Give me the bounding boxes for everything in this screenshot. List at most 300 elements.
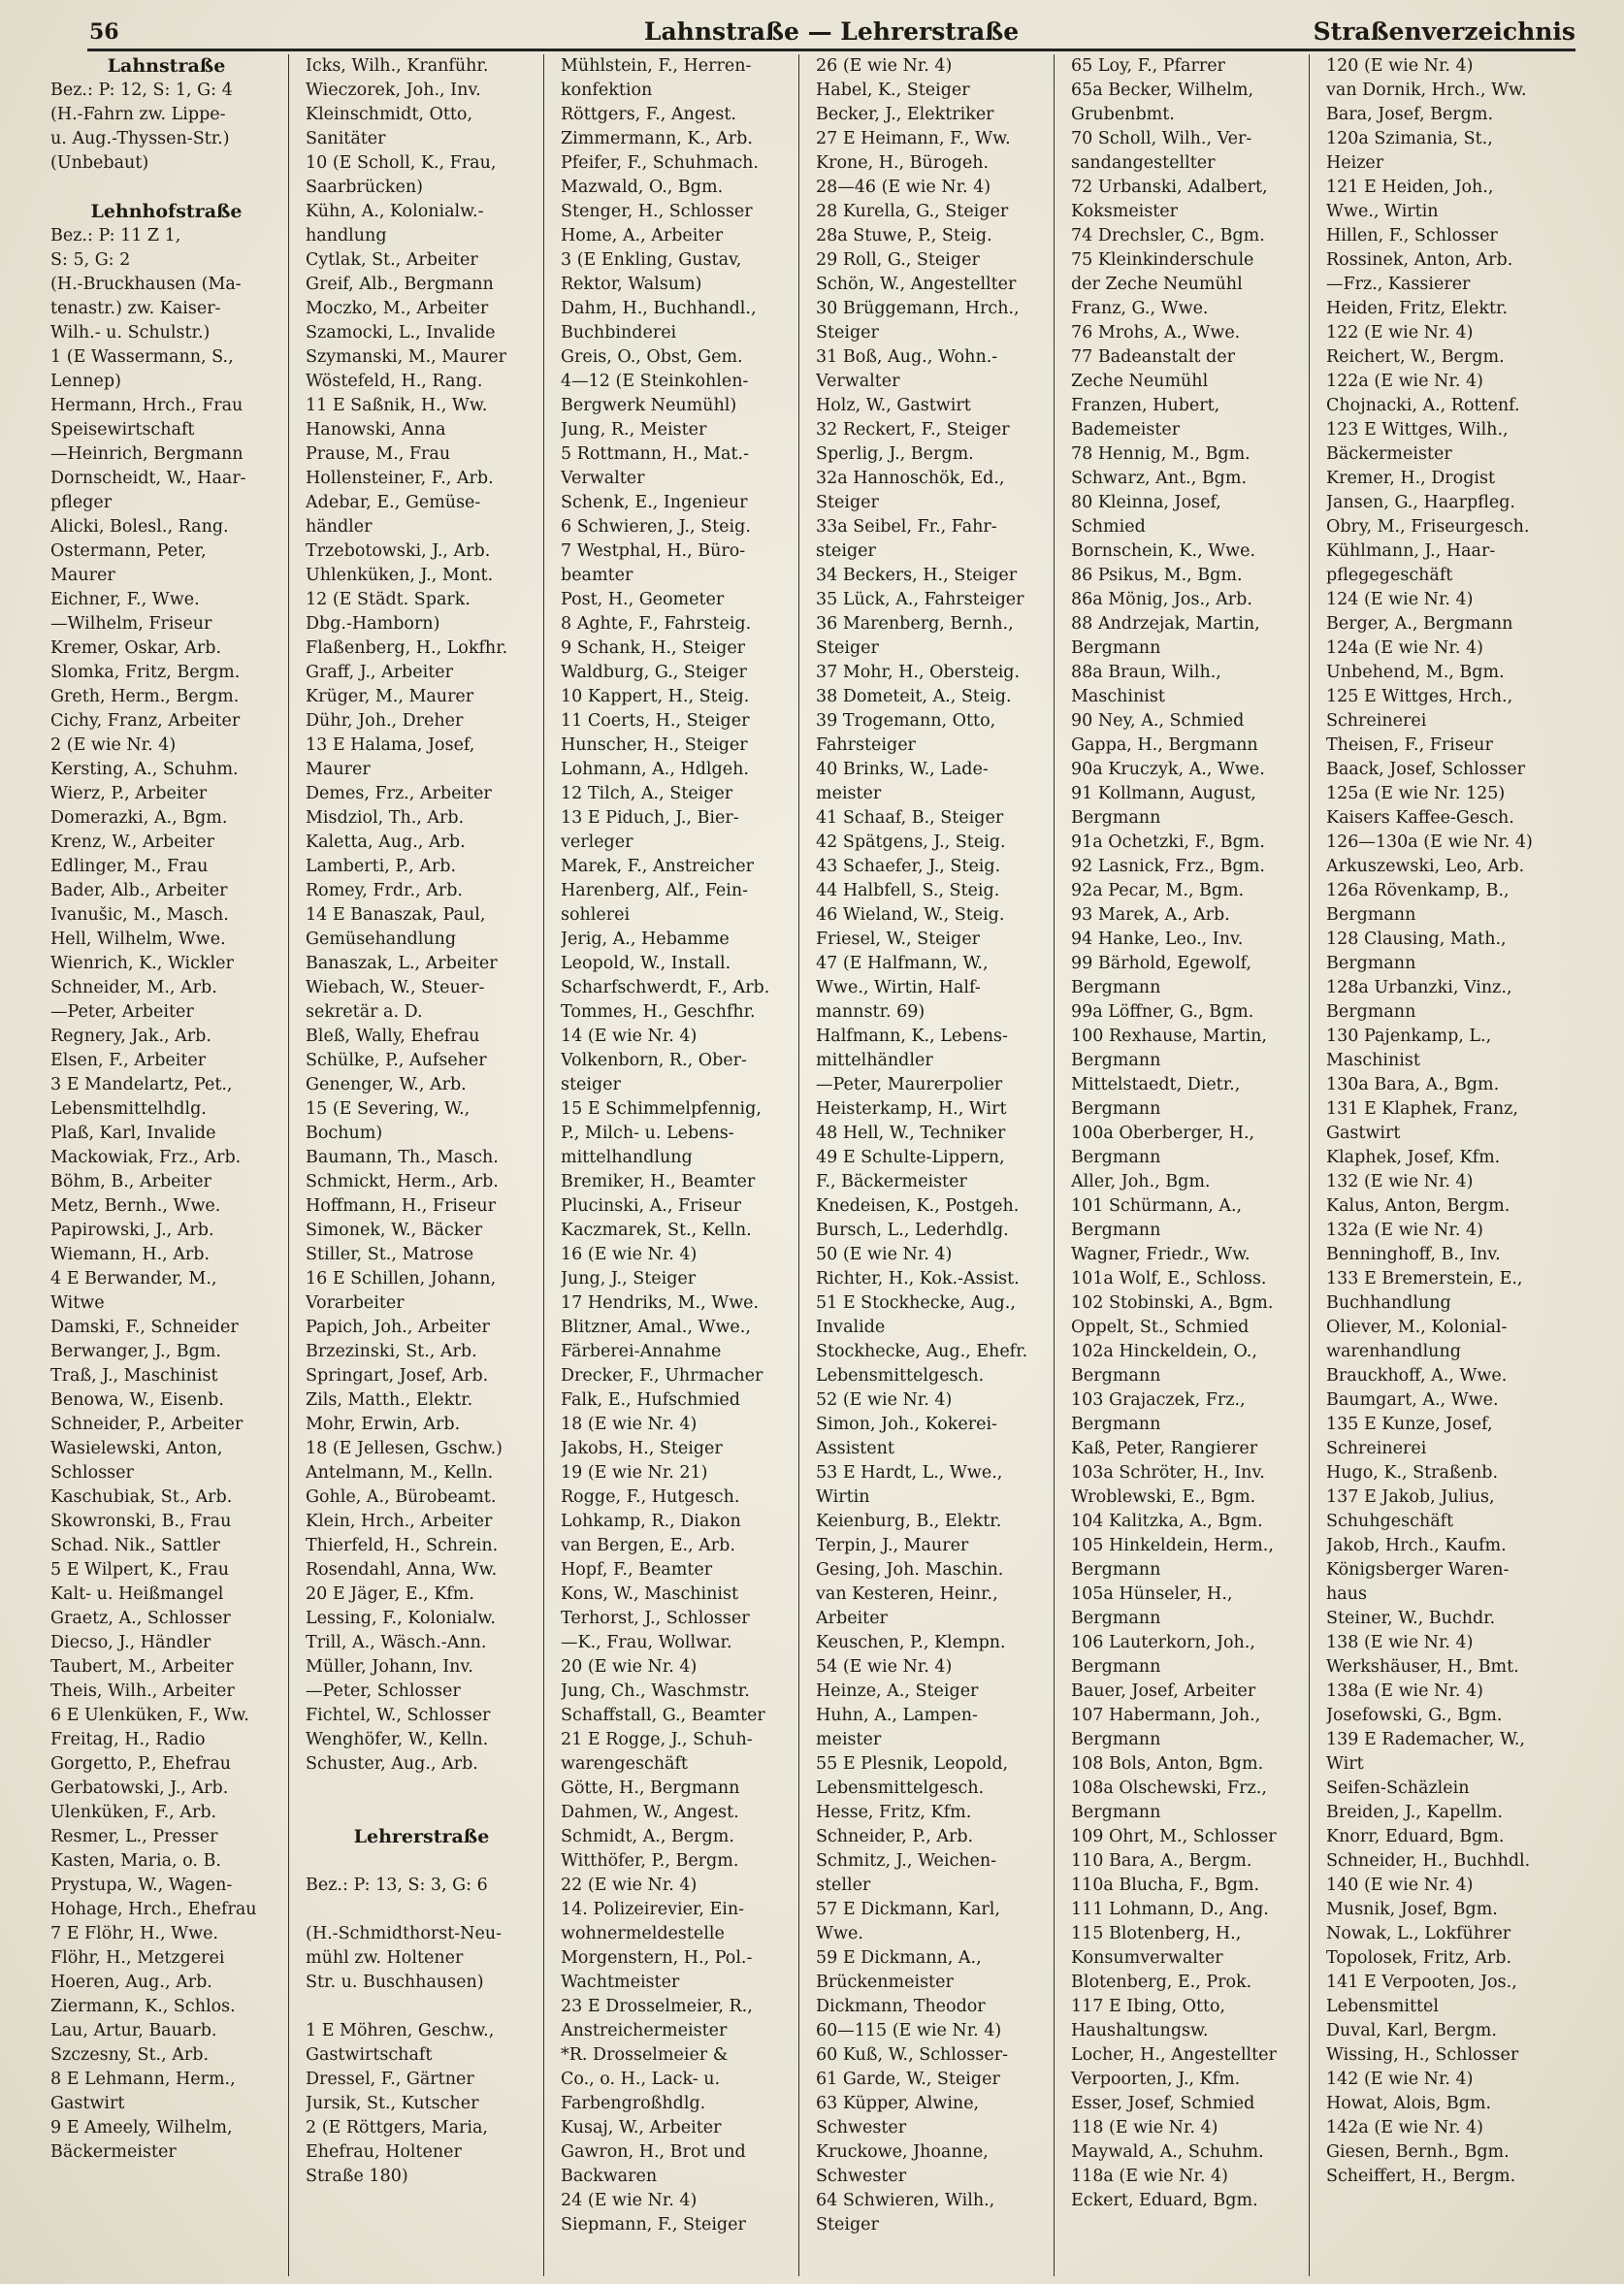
directory-line: Bez.: P: 13, S: 3, G: 6 (306, 1876, 488, 1895)
directory-line: 12 (E Städt. Spark. (306, 590, 471, 609)
directory-line: Adebar, E., Gemüse- (306, 493, 481, 512)
directory-line: Eichner, F., Wwe. (50, 590, 200, 609)
directory-line: Bergmann (1071, 1051, 1161, 1070)
directory-line: Schmickt, Herm., Arb. (306, 1172, 499, 1191)
directory-line: Arbeiter (816, 1609, 888, 1628)
directory-line: 9 E Ameely, Wilhelm, (50, 2118, 233, 2137)
directory-line: Hesse, Fritz, Kfm. (816, 1803, 972, 1822)
directory-line: Lebensmittel (1326, 1997, 1439, 2016)
directory-line: Schneider, P., Arb. (816, 1827, 974, 1846)
directory-line: 22 (E wie Nr. 4) (561, 1876, 698, 1895)
directory-line: 105 Hinkeldein, Herm., (1071, 1536, 1274, 1555)
directory-line: Icks, Wilh., Kranführ. (306, 56, 489, 76)
directory-line: Gerbatowski, J., Arb. (50, 1778, 229, 1798)
directory-line: Wenghöfer, W., Kelln. (306, 1730, 489, 1749)
directory-line: 40 Brinks, W., Lade- (816, 760, 989, 779)
directory-line: mannstr. 69) (816, 1002, 926, 1022)
directory-line: Verpoorten, J., Kfm. (1071, 2070, 1241, 2089)
directory-line: Plaß, Karl, Invalide (50, 1124, 216, 1143)
spacer (306, 1898, 537, 1922)
directory-line: 126—130a (E wie Nr. 4) (1326, 832, 1533, 852)
directory-line: Kons, W., Maschinist (561, 1584, 739, 1604)
directory-line: Ziermann, K., Schlos. (50, 1997, 236, 2016)
directory-line: 65a Becker, Wilhelm, (1071, 81, 1254, 100)
directory-line: Steiger (816, 493, 879, 512)
directory-line: Schneider, M., Arb. (50, 978, 217, 997)
directory-line: —Wilhelm, Friseur (50, 614, 212, 634)
directory-line: Dühr, Joh., Dreher (306, 711, 464, 731)
directory-line: Greth, Herm., Bergm. (50, 687, 240, 706)
directory-line: Heinze, A., Steiger (816, 1681, 979, 1701)
directory-line: Fichtel, W., Schlosser (306, 1706, 491, 1725)
directory-line: 100a Oberberger, H., (1071, 1124, 1255, 1143)
directory-line: 128 Clausing, Math., (1326, 930, 1507, 949)
directory-line: —Frz., Kassierer (1326, 275, 1471, 294)
directory-line: Gastwirt (1326, 1124, 1401, 1143)
directory-line: Aller, Joh., Bgm. (1071, 1172, 1211, 1191)
directory-line: Wienrich, K., Wickler (50, 954, 234, 973)
directory-line: Kalt- u. Heißmangel (50, 1584, 224, 1604)
directory-line: Seifen-Schäzlein (1326, 1778, 1470, 1798)
directory-line: steiger (816, 541, 876, 561)
directory-line: 86a Mönig, Jos., Arb. (1071, 590, 1252, 609)
directory-line: Bergmann (1071, 1609, 1161, 1628)
directory-line: Eckert, Eduard, Bgm. (1071, 2191, 1258, 2210)
directory-line: Wroblewski, E., Bgm. (1071, 1487, 1256, 1507)
directory-line: 90a Kruczyk, A., Wwe. (1071, 760, 1265, 779)
directory-line: Chojnacki, A., Rottenf. (1326, 396, 1520, 415)
directory-line: Bergmann (1071, 638, 1161, 658)
directory-line: 2 (E wie Nr. 4) (50, 735, 177, 755)
directory-line: 28a Stuwe, P., Steig. (816, 226, 992, 245)
directory-line: S: 5, G: 2 (50, 250, 131, 270)
directory-line: Schreinerei (1326, 711, 1427, 731)
directory-line: 55 E Plesnik, Leopold, (816, 1754, 1009, 1774)
directory-line: 15 E Schimmelpfennig, (561, 1099, 762, 1119)
directory-line: Krenz, W., Arbeiter (50, 832, 214, 852)
directory-line: 117 E Ibing, Otto, (1071, 1997, 1226, 2016)
directory-line: Dornscheidt, W., Haar- (50, 469, 246, 488)
directory-line: Klein, Hrch., Arbeiter (306, 1512, 493, 1531)
directory-line: Jursik, St., Kutscher (306, 2094, 479, 2113)
directory-line: 10 (E Scholl, K., Frau, (306, 153, 497, 173)
directory-line: Obry, M., Friseurgesch. (1326, 517, 1530, 537)
page-header (87, 14, 1575, 51)
directory-line: 100 Rexhause, Martin, (1071, 1027, 1267, 1046)
directory-line: Bergmann (1071, 1560, 1161, 1580)
directory-line: Schmitz, J., Weichen- (816, 1851, 997, 1871)
directory-line: Koksmeister (1071, 202, 1179, 221)
directory-line: Hermann, Hrch., Frau (50, 396, 244, 415)
directory-line: 121 E Heiden, Joh., (1326, 178, 1494, 197)
directory-line: Regnery, Jak., Arb. (50, 1027, 211, 1046)
directory-line: 47 (E Halfmann, W., (816, 954, 989, 973)
directory-line: Richter, H., Kok.-Assist. (816, 1269, 1020, 1289)
directory-line: Backwaren (561, 2167, 658, 2186)
directory-line: Siepmann, F., Steiger (561, 2215, 746, 2235)
directory-line: 4—12 (E Steinkohlen- (561, 372, 749, 391)
directory-line: 17 Hendriks, M., Wwe. (561, 1293, 760, 1313)
directory-line: Bara, Josef, Bergm. (1326, 105, 1494, 124)
directory-line: Sanitäter (306, 129, 386, 148)
directory-line: Hunscher, H., Steiger (561, 735, 748, 755)
directory-line: Fahrsteiger (816, 735, 916, 755)
column-4 (812, 54, 1055, 2276)
directory-line: Lau, Artur, Bauarb. (50, 2021, 217, 2040)
directory-line: Falk, E., Hufschmied (561, 1390, 740, 1410)
directory-line: Kersting, A., Schuhm. (50, 760, 239, 779)
directory-line: Bergmann (1071, 1657, 1161, 1677)
directory-line: Anstreichermeister (561, 2021, 728, 2040)
directory-line: 61 Garde, W., Steiger (816, 2070, 1000, 2089)
directory-line: Konsumverwalter (1071, 1948, 1223, 1968)
directory-line: Lennep) (50, 372, 121, 391)
directory-line: warengeschäft (561, 1754, 688, 1774)
directory-line: 11 E Saßnik, H., Ww. (306, 396, 488, 415)
directory-line: Stenger, H., Schlosser (561, 202, 753, 221)
directory-line: 142a (E wie Nr. 4) (1326, 2118, 1483, 2137)
directory-line: pflegegeschäft (1326, 566, 1453, 585)
directory-line: Schad. Nik., Sattler (50, 1536, 220, 1555)
directory-line: Habel, K., Steiger (816, 81, 970, 100)
directory-line: steller (816, 1876, 871, 1895)
directory-line: 130a Bara, A., Bgm. (1326, 1075, 1500, 1094)
directory-line: 132 (E wie Nr. 4) (1326, 1172, 1474, 1191)
directory-line: Schreinerei (1326, 1439, 1427, 1458)
directory-line: 110 Bara, A., Bergm. (1071, 1851, 1252, 1871)
directory-line: Szamocki, L., Invalide (306, 323, 496, 343)
directory-line: 74 Drechsler, C., Bgm. (1071, 226, 1265, 245)
directory-line: 51 E Stockhecke, Aug., (816, 1293, 1016, 1313)
directory-line: Witthöfer, P., Bergm. (561, 1851, 739, 1871)
directory-line: (H.-Bruckhausen (Ma- (50, 275, 242, 294)
directory-line: Krüger, M., Maurer (306, 687, 474, 706)
directory-line: Unbehend, M., Bgm. (1326, 663, 1505, 682)
directory-line: Kasten, Maria, o. B. (50, 1851, 221, 1871)
directory-line: 15 (E Severing, W., (306, 1099, 471, 1119)
directory-line: mühl zw. Holtener (306, 1948, 464, 1968)
directory-line: 35 Lück, A., Fahrsteiger (816, 590, 1024, 609)
directory-line: Schlosser (50, 1463, 134, 1483)
directory-line: Grubenbmt. (1071, 105, 1175, 124)
directory-line: Wiemann, H., Arb. (50, 1245, 211, 1264)
directory-line: van Dornik, Hrch., Ww. (1326, 81, 1527, 100)
directory-line: 46 Wieland, W., Steig. (816, 905, 1005, 925)
directory-line: 6 E Ulenküken, F., Ww. (50, 1706, 249, 1725)
directory-line: 75 Kleinkinderschule (1071, 250, 1254, 270)
directory-line: Wachtmeister (561, 1973, 680, 1992)
directory-line: 115 Blotenberg, H., (1071, 1924, 1242, 1943)
directory-line: Edlinger, M., Frau (50, 857, 209, 876)
directory-line: 104 Kalitzka, A., Bgm. (1071, 1512, 1263, 1531)
directory-line: Uhlenküken, J., Mont. (306, 566, 494, 585)
directory-line: Bez.: P: 11 Z 1, (50, 226, 181, 245)
directory-line: Vorarbeiter (306, 1293, 405, 1313)
directory-line: händler (306, 517, 373, 537)
directory-line: Keienburg, B., Elektr. (816, 1512, 1002, 1531)
directory-line: 118a (E wie Nr. 4) (1071, 2167, 1228, 2186)
directory-line: 137 E Jakob, Julius, (1326, 1487, 1495, 1507)
directory-line: 49 E Schulte-Lippern, (816, 1148, 1005, 1167)
directory-line: 5 Rottmann, H., Mat.- (561, 444, 749, 464)
directory-line: Antelmann, M., Kelln. (306, 1463, 494, 1483)
directory-line: Ehefrau, Holtener (306, 2142, 462, 2162)
directory-line: 23 E Drosselmeier, R., (561, 1997, 753, 2016)
directory-line: Schaffstall, G., Beamter (561, 1706, 765, 1725)
directory-line: 109 Ohrt, M., Schlosser (1071, 1827, 1277, 1846)
directory-line: Steiger (816, 323, 879, 343)
directory-line: Papich, Joh., Arbeiter (306, 1318, 490, 1337)
directory-line: 57 E Dickmann, Karl, (816, 1900, 1000, 1919)
directory-line: Topolosek, Fritz, Arb. (1326, 1948, 1512, 1968)
directory-line: 140 (E wie Nr. 4) (1326, 1876, 1474, 1895)
directory-line: Josefowski, G., Bgm. (1326, 1706, 1503, 1725)
directory-line: 99a Löffner, G., Bgm. (1071, 1002, 1254, 1022)
directory-line: Assistent (816, 1439, 894, 1458)
directory-line: Franz, G., Wwe. (1071, 299, 1209, 318)
directory-line: Str. u. Buschhausen) (306, 1973, 484, 1992)
directory-line: 132a (E wie Nr. 4) (1326, 1221, 1483, 1240)
directory-line: Cichy, Franz, Arbeiter (50, 711, 241, 731)
directory-line: Hopf, F., Beamter (561, 1560, 713, 1580)
directory-line: Götte, H., Bergmann (561, 1778, 740, 1798)
directory-line: 3 E Mandelartz, Pet., (50, 1075, 233, 1094)
directory-line: Ivanušic, M., Masch. (50, 905, 229, 925)
directory-line: handlung (306, 226, 387, 245)
directory-line: Heiden, Fritz, Elektr. (1326, 299, 1509, 318)
directory-line: Terpin, J., Maurer (816, 1536, 969, 1555)
directory-line: Maschinist (1326, 1051, 1420, 1070)
directory-line: 103 Grajaczek, Frz., (1071, 1390, 1246, 1410)
directory-line: Wöstefeld, H., Rang. (306, 372, 483, 391)
directory-line: Ulenküken, F., Arb. (50, 1803, 217, 1822)
directory-line: 34 Beckers, H., Steiger (816, 566, 1018, 585)
directory-line: 14 (E wie Nr. 4) (561, 1027, 698, 1046)
directory-line: Papirowski, J., Arb. (50, 1221, 214, 1240)
directory-line: 130 Pajenkamp, L., (1326, 1027, 1492, 1046)
directory-line: Invalide (816, 1318, 886, 1337)
directory-line: Cytlak, St., Arbeiter (306, 250, 478, 270)
directory-line: Brauckhoff, A., Wwe. (1326, 1366, 1508, 1386)
directory-line: u. Aug.-Thyssen-Str.) (50, 129, 230, 148)
directory-line: 65 Loy, F., Pfarrer (1071, 56, 1225, 76)
directory-line: 19 (E wie Nr. 21) (561, 1463, 708, 1483)
directory-line: 103a Schröter, H., Inv. (1071, 1463, 1265, 1483)
directory-line: Farbengroßhdlg. (561, 2094, 706, 2113)
directory-line: Heizer (1326, 153, 1384, 173)
directory-line: Greis, O., Obst, Gem. (561, 347, 743, 367)
directory-line: Buchhandlung (1326, 1293, 1451, 1313)
directory-line: 86 Psikus, M., Bgm. (1071, 566, 1243, 585)
directory-line: (H.-Schmidthorst-Neu- (306, 1924, 503, 1943)
directory-line: Bergmann (1071, 1148, 1161, 1167)
directory-line: 20 (E wie Nr. 4) (561, 1657, 698, 1677)
directory-line: Bergmann (1071, 1099, 1161, 1119)
directory-line: 33a Seibel, Fr., Fahr- (816, 517, 997, 537)
directory-line: steiger (561, 1075, 621, 1094)
directory-line: Franzen, Hubert, (1071, 396, 1220, 415)
directory-line: 92 Lasnick, Frz., Bgm. (1071, 857, 1265, 876)
directory-line: Schneider, P., Arbeiter (50, 1415, 244, 1434)
directory-line: Pfeifer, F., Schuhmach. (561, 153, 759, 173)
directory-line: 80 Kleinna, Josef, (1071, 493, 1221, 512)
directory-line: Gesing, Joh. Maschin. (816, 1560, 1004, 1580)
directory-line: 42 Spätgens, J., Steig. (816, 832, 1006, 852)
directory-line: Schmied (1071, 517, 1146, 537)
directory-line: 12 Tilch, A., Steiger (561, 784, 733, 803)
directory-line: 131 E Klaphek, Franz, (1326, 1099, 1518, 1119)
directory-line: 4 E Berwander, M., (50, 1269, 217, 1289)
directory-line: Stiller, St., Matrose (306, 1245, 474, 1264)
directory-line: Morgenstern, H., Pol.- (561, 1948, 753, 1968)
directory-line: 122 (E wie Nr. 4) (1326, 323, 1474, 343)
directory-line: Wagner, Friedr., Ww. (1071, 1245, 1250, 1264)
directory-line: 32 Reckert, F., Steiger (816, 420, 1010, 440)
directory-line: 102a Hinckeldein, O., (1071, 1342, 1257, 1361)
directory-line: Jung, Ch., Waschmstr. (561, 1681, 750, 1701)
directory-line: Mackowiak, Frz., Arb. (50, 1148, 242, 1167)
directory-line: 10 Kappert, H., Steig. (561, 687, 750, 706)
directory-line: Oliever, M., Kolonial- (1326, 1318, 1508, 1337)
directory-line: Jung, R., Meister (561, 420, 707, 440)
column-1 (47, 54, 289, 2276)
directory-line: Alicki, Bolesl., Rang. (50, 517, 229, 537)
directory-line: 11 Coerts, H., Steiger (561, 711, 750, 731)
directory-line: Kleinschmidt, Otto, (306, 105, 473, 124)
directory-line: Hillen, F., Schlosser (1326, 226, 1498, 245)
directory-line: 24 (E wie Nr. 4) (561, 2191, 698, 2210)
directory-line: 7 Westphal, H., Büro- (561, 541, 746, 561)
directory-line: Werkshäuser, H., Bmt. (1326, 1657, 1519, 1677)
directory-line: Rossinek, Anton, Arb. (1326, 250, 1513, 270)
directory-line: 26 (E wie Nr. 4) (816, 56, 953, 76)
directory-line: 50 (E wie Nr. 4) (816, 1245, 953, 1264)
directory-line: 142 (E wie Nr. 4) (1326, 2070, 1474, 2089)
spacer (306, 1777, 537, 1801)
directory-line: Demes, Frz., Arbeiter (306, 784, 492, 803)
directory-line: Steiger (816, 2215, 879, 2235)
street-heading: Lehrerstraße (353, 1826, 490, 1847)
directory-line: 107 Habermann, Joh., (1071, 1706, 1261, 1725)
directory-line: Benninghoff, B., Inv. (1326, 1245, 1501, 1264)
directory-line: 28—46 (E wie Nr. 4) (816, 178, 991, 197)
directory-line: 53 E Hardt, L., Wwe., (816, 1463, 1003, 1483)
directory-line: 28 Kurella, G., Steiger (816, 202, 1009, 221)
directory-line: Knorr, Eduard, Bgm. (1326, 1827, 1505, 1846)
directory-line: Baack, Josef, Schlosser (1326, 760, 1526, 779)
directory-line: Dressel, F., Gärtner (306, 2070, 474, 2089)
directory-line: 120 (E wie Nr. 4) (1326, 56, 1474, 76)
directory-line: 90 Ney, A., Schmied (1071, 711, 1245, 731)
directory-line: Plucinski, A., Friseur (561, 1196, 742, 1216)
section-title: Straßenverzeichnis (1313, 17, 1575, 46)
directory-line: Zils, Matth., Elektr. (306, 1390, 473, 1410)
directory-line: der Zeche Neumühl (1071, 275, 1243, 294)
directory-line: Lamberti, P., Arb. (306, 857, 457, 876)
directory-line: Böhm, B., Arbeiter (50, 1172, 211, 1191)
directory-line: 93 Marek, A., Arb. (1071, 905, 1230, 925)
directory-line: Kaczmarek, St., Kelln. (561, 1221, 752, 1240)
directory-line: Gemüsehandlung (306, 930, 457, 949)
directory-line: Romey, Frdr., Arb. (306, 881, 463, 900)
directory-line: Kühlmann, J., Haar- (1326, 541, 1496, 561)
spacer (306, 1849, 537, 1874)
directory-line: 123 E Wittges, Wilh., (1326, 420, 1509, 440)
directory-line: Reichert, W., Bergm. (1326, 347, 1505, 367)
directory-line: 39 Trogemann, Otto, (816, 711, 996, 731)
directory-line: Maurer (50, 566, 115, 585)
directory-line: 102 Stobinski, A., Bgm. (1071, 1293, 1274, 1313)
directory-line: Jakob, Hrch., Kaufm. (1326, 1536, 1507, 1555)
directory-line: Schwester (816, 2118, 907, 2137)
directory-line: 41 Schaaf, B., Steiger (816, 808, 1004, 828)
directory-line: 1 E Möhren, Geschw., (306, 2021, 495, 2040)
directory-line: Kühn, A., Kolonialw.- (306, 202, 484, 221)
directory-line: *R. Drosselmeier & (561, 2045, 729, 2065)
directory-line: Wasielewski, Anton, (50, 1439, 223, 1458)
directory-line: 30 Brüggemann, Hrch., (816, 299, 1020, 318)
directory-line: Kaschubiak, St., Arb. (50, 1487, 233, 1507)
directory-line: 21 E Rogge, J., Schuh- (561, 1730, 753, 1749)
directory-line: Blitzner, Amal., Wwe., (561, 1318, 751, 1337)
directory-line: van Kesteren, Heinr., (816, 1584, 998, 1604)
directory-line: Bäckermeister (50, 2142, 177, 2162)
directory-line: Nowak, L., Lokführer (1326, 1924, 1511, 1943)
directory-line: Maschinist (1071, 687, 1165, 706)
directory-line: Wwe., Wirtin, Half- (816, 978, 981, 997)
directory-line: Trzebotowski, J., Arb. (306, 541, 491, 561)
directory-line: Diecso, J., Händler (50, 1633, 211, 1652)
directory-line: 138 (E wie Nr. 4) (1326, 1633, 1474, 1652)
directory-line: Becker, J., Elektriker (816, 105, 994, 124)
page-title: Lahnstraße — Lehrerstraße (643, 17, 1020, 46)
directory-line: Bader, Alb., Arbeiter (50, 881, 228, 900)
directory-line: Schneider, H., Buchhdl. (1326, 1851, 1531, 1871)
directory-line: 105a Hünseler, H., (1071, 1584, 1233, 1604)
directory-line: Kaletta, Aug., Arb. (306, 832, 466, 852)
directory-line: Wilh.- u. Schulstr.) (50, 323, 211, 343)
directory-line: Kremer, Oskar, Arb. (50, 638, 222, 658)
directory-line: Kalus, Anton, Bergm. (1326, 1196, 1510, 1216)
directory-line: 76 Mrohs, A., Wwe. (1071, 323, 1241, 343)
directory-line: 60 Kuß, W., Schlosser- (816, 2045, 1009, 2065)
directory-line: Dickmann, Theodor (816, 1997, 986, 2016)
directory-line: van Bergen, E., Arb. (561, 1536, 735, 1555)
directory-line: Volkenborn, R., Ober- (561, 1051, 747, 1070)
directory-line: Bergmann (1071, 1730, 1161, 1749)
directory-line: F., Bäckermeister (816, 1172, 967, 1191)
directory-line: 126a Rövenkamp, B., (1326, 881, 1510, 900)
directory-line: Post, H., Geometer (561, 590, 725, 609)
directory-line: 94 Hanke, Leo., Inv. (1071, 930, 1244, 949)
directory-line: Wwe., Wirtin (1326, 202, 1439, 221)
directory-line: —Peter, Arbeiter (50, 1002, 194, 1022)
directory-line: Huhn, A., Lampen- (816, 1706, 978, 1725)
directory-line: Springart, Josef, Arb. (306, 1366, 489, 1386)
directory-line: Mohr, Erwin, Arb. (306, 1415, 461, 1434)
directory-line: Schülke, P., Aufseher (306, 1051, 487, 1070)
directory-line: pfleger (50, 493, 113, 512)
directory-line: Terhorst, J., Schlosser (561, 1609, 750, 1628)
directory-line: Hohage, Hrch., Ehefrau (50, 1900, 257, 1919)
directory-line: Buchbinderei (561, 323, 677, 343)
directory-line: Schmidt, A., Bergm. (561, 1827, 734, 1846)
directory-line: 139 E Rademacher, W., (1326, 1730, 1525, 1749)
directory-line: Drecker, F., Uhrmacher (561, 1366, 763, 1386)
directory-line: Domerazki, A., Bgm. (50, 808, 228, 828)
directory-line: meister (816, 784, 882, 803)
directory-line: Harenberg, Alf., Fein- (561, 881, 749, 900)
